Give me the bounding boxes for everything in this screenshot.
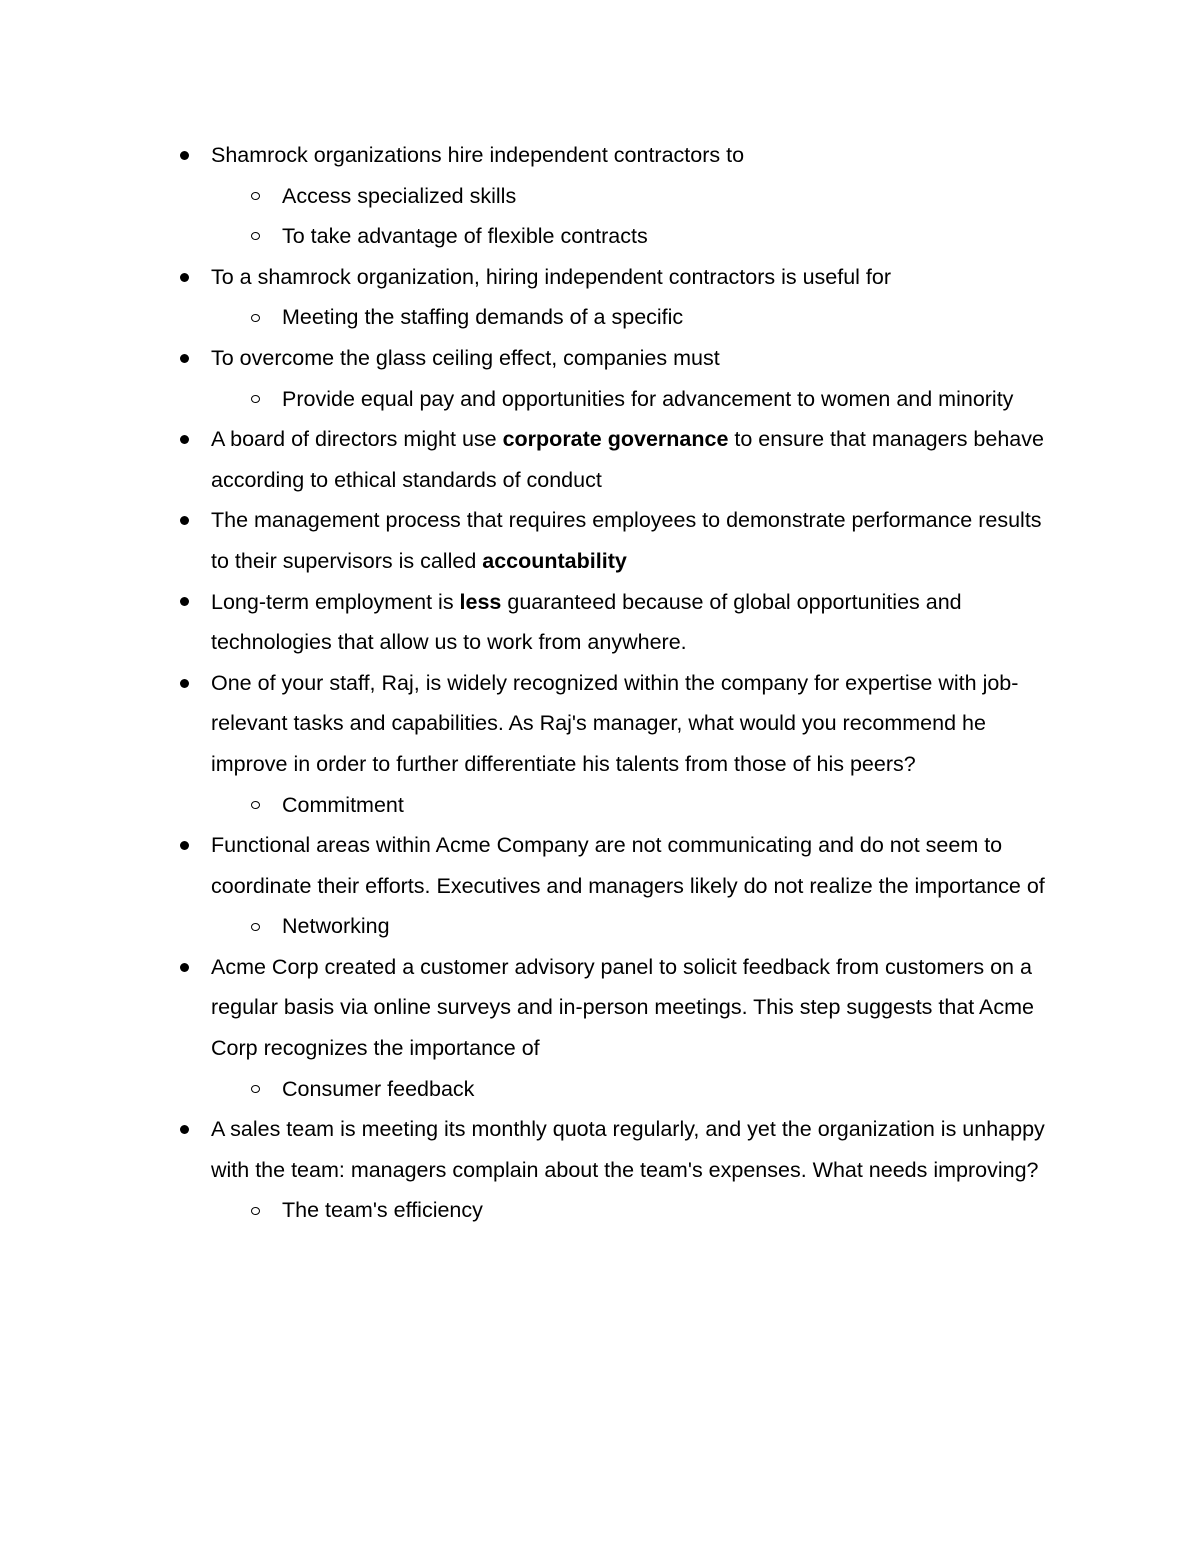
sub-bullet-item: [0, 176, 1061, 217]
bullet-text: [282, 1198, 483, 1222]
filled-bullet-icon: [176, 1109, 192, 1150]
filled-bullet-icon: [176, 825, 192, 866]
sub-bullet-item: [0, 297, 1061, 338]
text-run: Access specialized skills: [282, 183, 517, 208]
bullet-item: [0, 582, 1061, 663]
bullet-text: [211, 508, 1042, 573]
hollow-bullet-icon: [247, 785, 263, 826]
bullet-text: [282, 224, 648, 248]
sub-bullet-item: [0, 785, 1061, 826]
bullet-text: [282, 914, 390, 938]
bullet-item: [0, 257, 1061, 298]
hollow-bullet-icon: [247, 906, 263, 947]
text-run: To take advantage of flexible contracts: [282, 224, 648, 249]
text-run: Long-term employment is: [211, 589, 460, 614]
filled-bullet-icon: [176, 582, 192, 623]
sub-bullet-item: [0, 1069, 1061, 1110]
text-run: A sales team is meeting its monthly quota regularly, and yet the organization is unhappy with the team: managers complain about the team's expenses. What needs improving?: [211, 1117, 1045, 1182]
bullet-text: [282, 1077, 474, 1101]
bullet-list: [0, 135, 1200, 1231]
text-run: Consumer feedback: [282, 1076, 475, 1101]
bullet-text: [211, 671, 1018, 776]
text-run: A board of directors might use: [211, 427, 503, 452]
filled-bullet-icon: [176, 257, 192, 298]
bold-term: less: [459, 589, 502, 614]
text-run: Meeting the staffing demands of a specific: [282, 305, 684, 330]
filled-bullet-icon: [176, 419, 192, 460]
bullet-item: [0, 338, 1061, 379]
bullet-text: [282, 793, 404, 817]
text-run: to ensure that managers behave according to ethical standards of conduct: [211, 427, 1044, 492]
bullet-text: [211, 833, 1045, 898]
hollow-bullet-icon: [247, 216, 263, 257]
bold-term: accountability: [482, 548, 627, 573]
filled-bullet-icon: [176, 338, 192, 379]
bullet-item: [0, 500, 1061, 581]
bullet-text: [282, 305, 683, 329]
bullet-item: [0, 1109, 1061, 1190]
bullet-text: [211, 590, 962, 655]
sub-bullet-item: [0, 906, 1061, 947]
bullet-item: [0, 135, 1061, 176]
filled-bullet-icon: [176, 947, 192, 988]
bullet-text: [211, 346, 720, 370]
filled-bullet-icon: [176, 135, 192, 176]
filled-bullet-icon: [176, 663, 192, 704]
text-run: The management process that requires employees to demonstrate performance results to their supervisors is called: [211, 508, 1042, 573]
text-run: One of your staff, Raj, is widely recognized within the company for expertise with job-relevant tasks and capabilities. As Raj's manager, what would you recommend he improve in order to further differentiate his talents from those of his peers?: [211, 670, 1019, 776]
filled-bullet-icon: [176, 500, 192, 541]
hollow-bullet-icon: [247, 379, 263, 420]
text-run: Shamrock organizations hire independent contractors to: [211, 143, 745, 167]
bullet-text: [282, 387, 1013, 411]
hollow-bullet-icon: [247, 176, 263, 217]
text-run: The team's efficiency: [282, 1198, 483, 1223]
bullet-item: [0, 663, 1061, 785]
bullet-text: [211, 955, 1034, 1060]
bullet-text: [282, 184, 516, 208]
text-run: Provide equal pay and opportunities for advancement to women and minority: [282, 386, 1014, 411]
text-run: To overcome the glass ceiling effect, companies must: [211, 345, 720, 370]
bullet-text: [211, 143, 744, 167]
bullet-text: [211, 1117, 1045, 1182]
bullet-text: [211, 427, 1044, 492]
bullet-item: [0, 947, 1061, 1069]
hollow-bullet-icon: [247, 1069, 263, 1110]
sub-bullet-item: [0, 1190, 1061, 1231]
text-run: Commitment: [282, 792, 404, 817]
bullet-item: [0, 419, 1061, 500]
hollow-bullet-icon: [247, 1190, 263, 1231]
bullet-item: [0, 825, 1061, 906]
text-run: Networking: [282, 914, 390, 939]
bullet-text: [211, 265, 891, 289]
text-run: Functional areas within Acme Company are not communicating and do not seem to coordinate their efforts. Executives and managers likely do not realize the importance of: [211, 833, 1045, 898]
text-run: Acme Corp created a customer advisory panel to solicit feedback from customers on a regular basis via online surveys and in-person meetings. This step suggests that Acme Corp recognizes the importance of: [211, 954, 1035, 1061]
sub-bullet-item: [0, 216, 1061, 257]
hollow-bullet-icon: [247, 297, 263, 338]
sub-bullet-item: [0, 379, 1061, 420]
bold-term: corporate governance: [502, 427, 729, 452]
text-run: guaranteed because of global opportunities and technologies that allow us to work from anywhere.: [211, 589, 962, 655]
text-run: To a shamrock organization, hiring independent contractors is useful for: [211, 264, 892, 289]
